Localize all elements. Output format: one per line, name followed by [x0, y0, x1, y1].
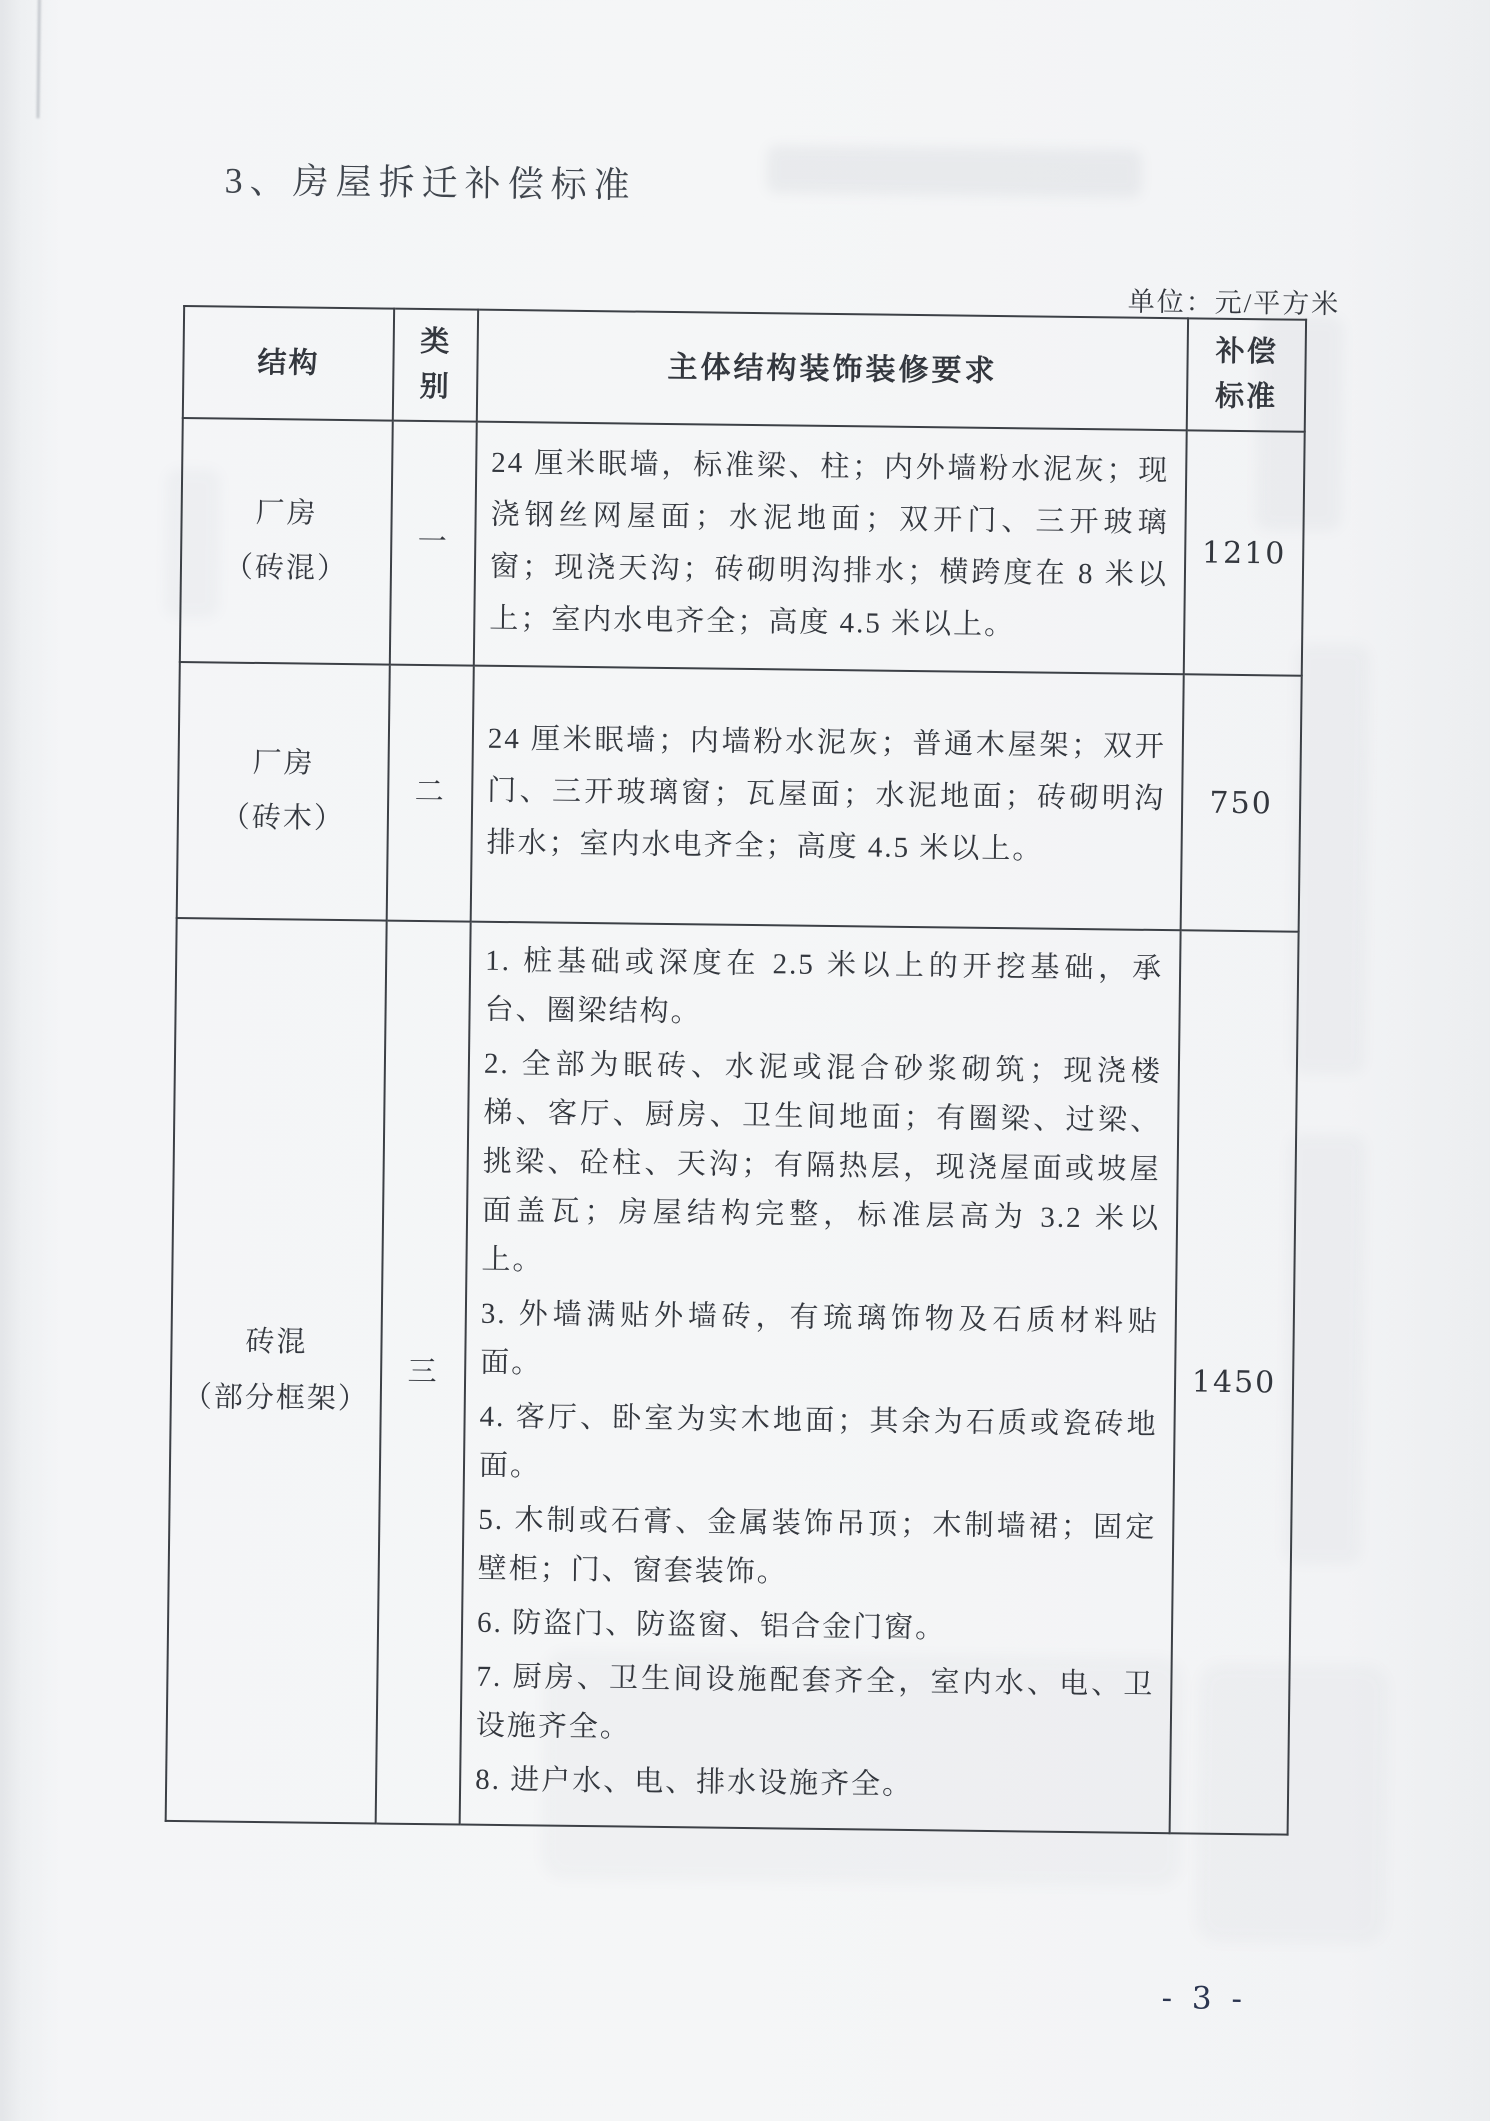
- requirement-text: 24 厘米眠墙，标准梁、柱；内外墙粉水泥灰；现浇钢丝网屋面；水泥地面；双开门、三开玻璃窗；现浇天沟；砖砌明沟排水；横跨度在 8 米以上；室内水电齐全；高度 4.5 米以上。: [489, 446, 1170, 642]
- table-row: [166, 918, 1299, 1835]
- compensation-table: [165, 305, 1307, 1836]
- requirement-item: 2. 全部为眠砖、水泥或混合砂浆砌筑；现浇楼梯、客厅、厨房、卫生间地面；有圈梁、过梁、挑梁、砼柱、天沟；有隔热层，现浇屋面或坡屋面盖瓦；房屋结构完整，标准层高为 3.2 米以上。: [481, 1047, 1163, 1277]
- structure-subname: （砖混）: [223, 551, 349, 586]
- requirements-cell: [471, 666, 1184, 931]
- page-number: - 3 -: [1161, 1980, 1248, 2018]
- requirement-text: 24 厘米眠墙；内墙粉水泥灰；普通木屋架；双开门、三开玻璃窗；瓦屋面；水泥地面；砖砌明沟排水；室内水电齐全；高度 4.5 米以上。: [486, 722, 1167, 866]
- category-cell: 三: [376, 921, 471, 1825]
- compensation-value: 1210: [1184, 430, 1305, 675]
- category-cell: 二: [387, 665, 474, 922]
- structure-cell: [180, 418, 393, 665]
- requirement-item: 5. 木制或石膏、金属装饰吊顶；木制墙裙；固定壁柜；门、窗套装饰。: [477, 1503, 1157, 1589]
- requirements-cell: [460, 922, 1181, 1834]
- category-cell: 一: [390, 421, 477, 666]
- bleed-through-artifact: [1291, 644, 1370, 1075]
- structure-name: 砖混: [245, 1326, 308, 1360]
- col-header-category-line1: 类: [420, 326, 452, 359]
- col-header-category: [393, 309, 478, 422]
- requirement-item: 8. 进户水、电、排水设施齐全。: [474, 1763, 914, 1802]
- bleed-through-artifact: [767, 145, 1143, 198]
- structure-name: 厂房: [252, 746, 315, 780]
- structure-cell: [166, 918, 387, 1823]
- unit-label: 单位：元/平方米: [1127, 286, 1341, 320]
- col-header-structure: 结构: [183, 306, 394, 421]
- col-header-compensation-line2: 标准: [1214, 380, 1278, 414]
- table-row: [180, 418, 1305, 676]
- structure-subname: （部分框架）: [182, 1380, 370, 1415]
- requirement-item: 4. 客厅、卧室为实木地面；其余为石质或瓷砖地面。: [478, 1400, 1158, 1483]
- scan-edge-artifact: [36, 0, 40, 118]
- table-header-row: [183, 306, 1306, 432]
- requirement-item: 1. 桩基础或深度在 2.5 米以上的开挖基础，承台、圈梁结构。: [484, 944, 1164, 1029]
- structure-name: 厂房: [255, 496, 318, 530]
- col-header-category-line2: 别: [419, 370, 451, 404]
- table-row: [177, 662, 1302, 932]
- col-header-compensation-line1: 补偿: [1215, 335, 1278, 369]
- requirement-item: 6. 防盗门、防盗窗、铝合金门窗。: [476, 1606, 947, 1645]
- structure-subname: （砖木）: [220, 801, 346, 836]
- requirements-cell: [474, 422, 1187, 675]
- section-title: 3、房屋拆迁补偿标准: [224, 160, 637, 206]
- structure-cell: [177, 662, 390, 921]
- col-header-compensation: [1187, 318, 1306, 431]
- col-header-requirements: 主体结构装饰装修要求: [477, 310, 1188, 431]
- compensation-value: 1450: [1170, 930, 1299, 1834]
- requirement-item: 7. 厨房、卫生间设施配套齐全，室内水、电、卫设施齐全。: [475, 1660, 1155, 1744]
- compensation-value: 750: [1181, 674, 1302, 931]
- requirement-item: 3. 外墙满贴外墙砖，有琉璃饰物及石质材料贴面。: [480, 1297, 1160, 1380]
